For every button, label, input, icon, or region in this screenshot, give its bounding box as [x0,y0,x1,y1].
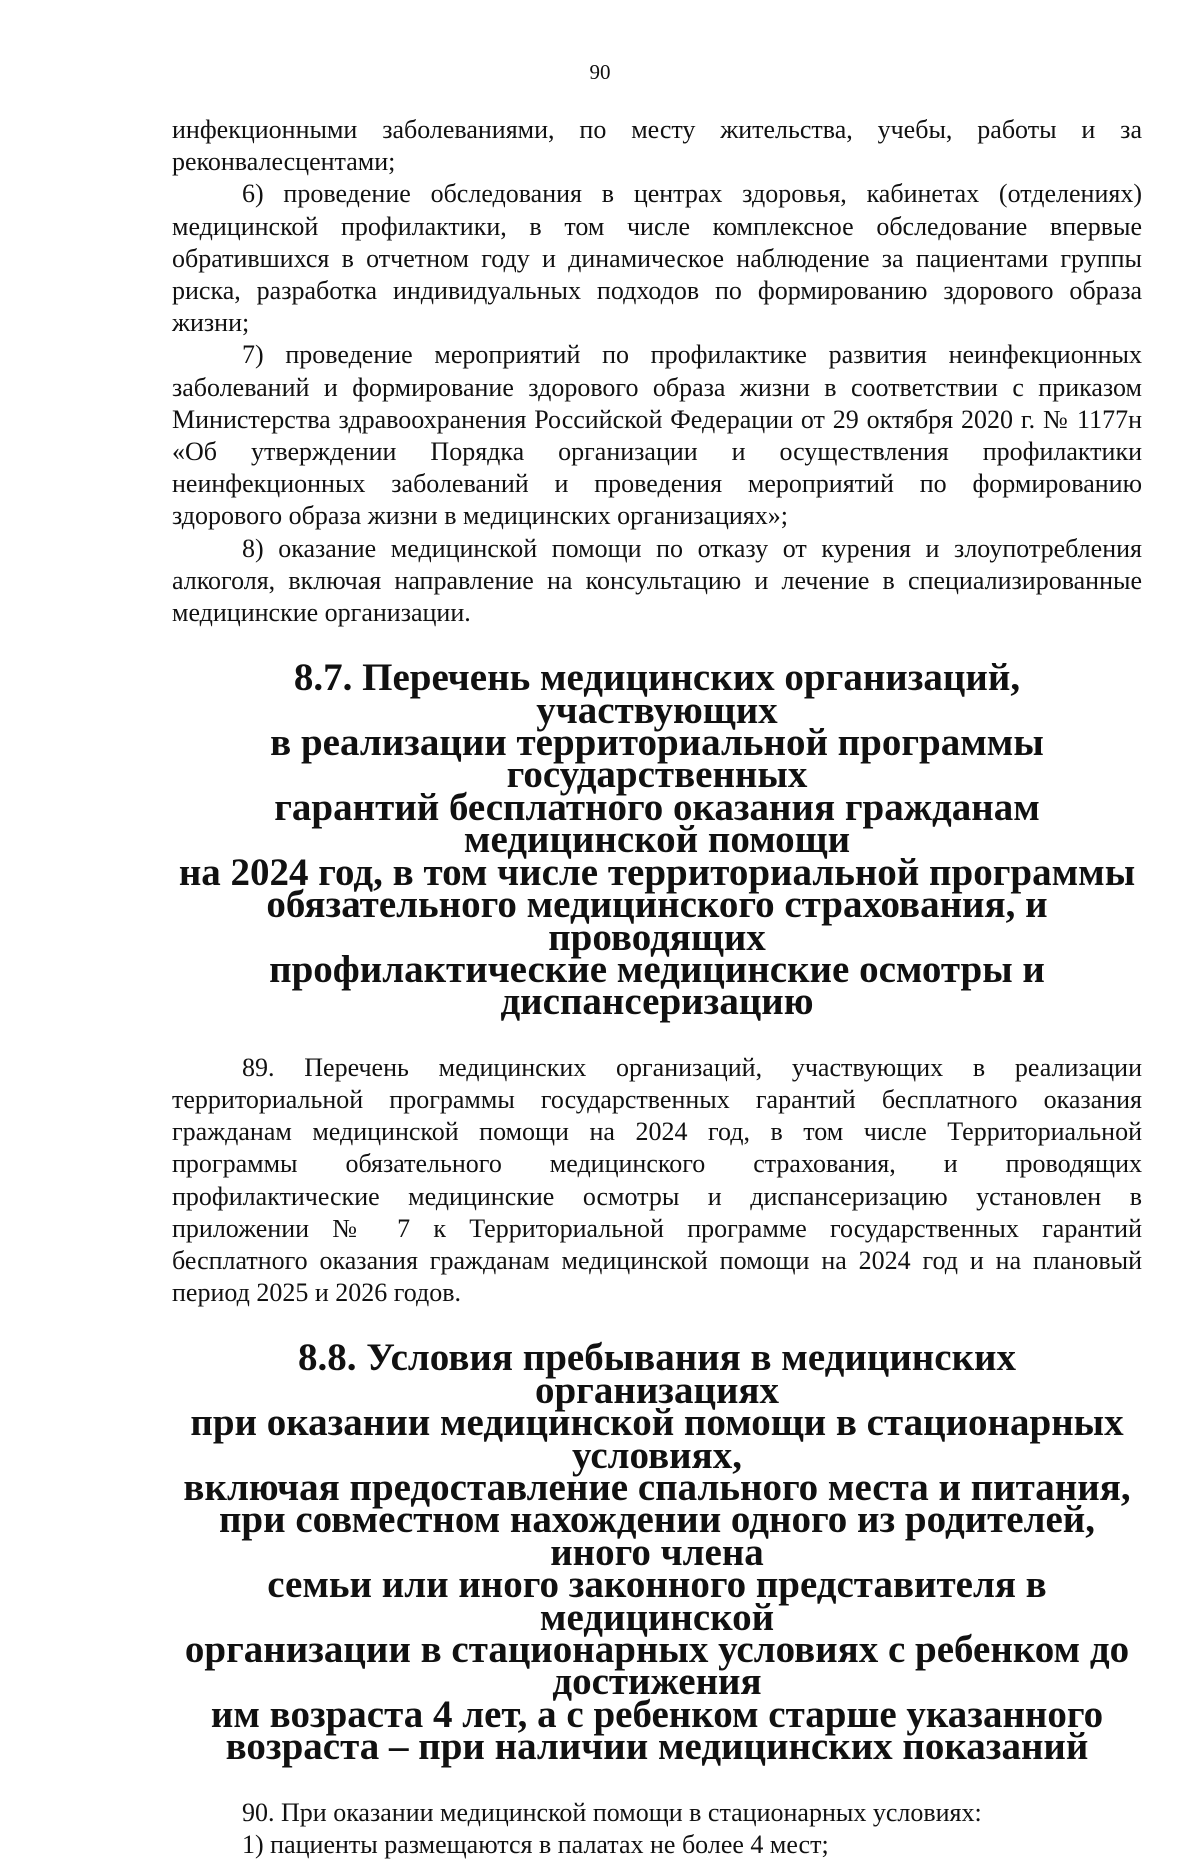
heading-line: на 2024 год, в том числе территориальной программы [178,850,1136,894]
heading-line: возраста – при наличии медицинских показаний [225,1725,1089,1769]
heading-line: организации в стационарных условиях с ребенком до достижения [184,1628,1130,1704]
heading-line: 8.7. Перечень медицинских организаций, участвующих [293,656,1021,732]
paragraph-90: 90. При оказании медицинской помощи в стационарных условиях: [242,1797,982,1827]
paragraph-item-6: 6) проведение обследования в центрах здоровья, кабинетах (отделениях) медицинской профилактики, в том числе комплексное обследование впервые обратившихся в отчетном году и динамическое наблюдение за пациентами группы риска, разработка индивидуальных подходов по формированию здорового образа жизни; [172,179,1142,338]
paragraph-90-item-1: 1) пациенты размещаются в палатах не более 4 мест; [242,1829,829,1859]
paragraph-item-8: 8) оказание медицинской помощи по отказу от курения и злоупотребления алкоголя, включая направление на консультацию и лечение в специализированные медицинские организации. [172,533,1142,628]
heading-line: при оказании медицинской помощи в стационарных условиях, [190,1401,1124,1477]
paragraph-item-7: 7) проведение мероприятий по профилактике развития неинфекционных заболеваний и формирование здорового образа жизни в соответствии с приказом Министерства здравоохранения Российской Федерации от 29 октября 2020 г. № 1177н «Об утверждении Порядка организации и осуществления профилактики неинфекционных заболеваний и проведения мероприятий по формированию здорового образа жизни в медицинских организациях»; [172,340,1142,531]
section-heading-8-8 [172,1336,1142,1769]
heading-line: 8.8. Условия пребывания в медицинских организациях [297,1336,1017,1412]
section-heading-8-7 [172,656,1142,1024]
heading-line: семьи или иного законного представителя в медицинской [267,1563,1047,1639]
page-number: 90 [589,60,611,84]
document-body [172,114,1142,1861]
heading-line: профилактические медицинские осмотры и диспансеризацию [269,947,1045,1024]
heading-line: в реализации территориальной программы государственных [270,721,1044,797]
paragraph-continuation: инфекционными заболеваниями, по месту жительства, учебы, работы и за реконвалесцентами; [172,115,1142,177]
heading-line: гарантий бесплатного оказания гражданам медицинской помощи [274,785,1040,862]
heading-line: включая предоставление спального места и питания, [183,1465,1131,1509]
heading-line: им возраста 4 лет, а с ребенком старше указанного [210,1692,1104,1736]
heading-line: при совместном нахождении одного из родителей, иного члена [218,1498,1096,1574]
paragraph-89: 89. Перечень медицинских организаций, участвующих в реализации территориальной программы государственных гарантий бесплатного оказания гражданам медицинской помощи на 2024 год, в том числе Территориальной программы обязательного медицинского страхования, и проводящих профилактические медицинские осмотры и диспансеризацию установлен в приложении № 7 к Территориальной программе государственных гарантий бесплатного оказания гражданам медицинской помощи на 2024 год и на плановый период 2025 и 2026 годов. [172,1052,1142,1308]
heading-line: обязательного медицинского страхования, и проводящих [266,883,1048,959]
